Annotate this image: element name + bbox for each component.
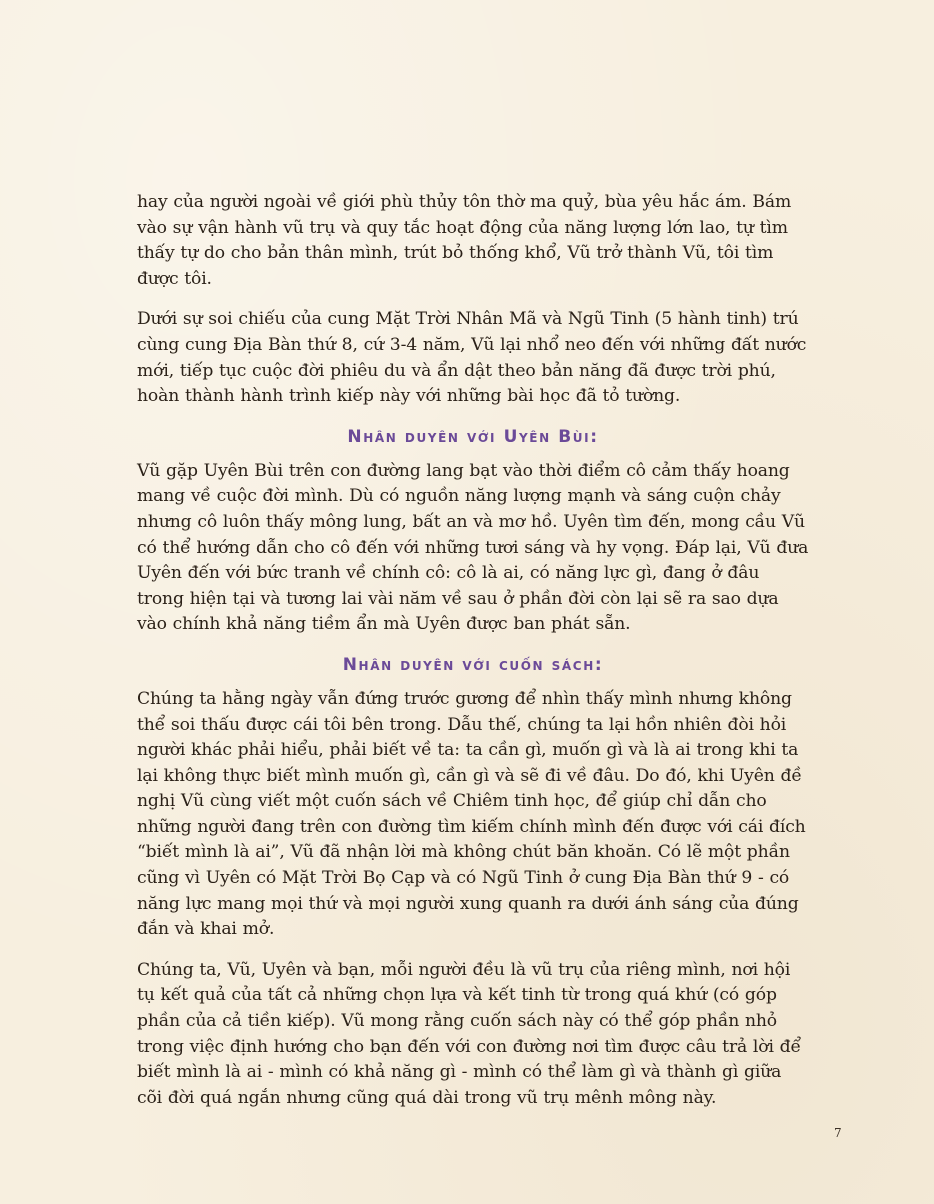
- section-heading-book: Nhân duyên với cuốn sách:: [342, 654, 604, 675]
- intro-paragraph-1: hay của người ngoài về giới phù thủy tôn thờ ma quỷ, bùa yêu hắc ám. Bám vào sự vận hành vũ trụ và quy tắc hoạt động của năng lượng lớn lao, tự tìm thấy tự do cho bản thân mình, trút bỏ thống khổ, Vũ trở thành Vũ, tôi tìm được tôi.: [137, 192, 792, 289]
- section-heading-uyen-bui: Nhân duyên với Uyên Bùi:: [347, 426, 599, 447]
- page-number: 7: [834, 1126, 842, 1140]
- section2-paragraph-1: Chúng ta hằng ngày vẫn đứng trước gương để nhìn thấy mình nhưng không thể soi thấu được cái tôi bên trong. Dẫu thế, chúng ta lại hồn nhiên đòi hỏi người khác phải hiểu, phải biết về ta: ta cần gì, muốn gì và là ai trong khi ta lại không thực biết mình muốn gì, cần gì và sẽ đi về đâu. Do đó, khi Uyên đề nghị Vũ cùng viết một cuốn sách về Chiêm tinh học, để giúp chỉ dẫn cho những người đang trên con đường tìm kiếm chính mình đến được với cái đích “biết mình là ai”, Vũ đã nhận lời mà không chút băn khoăn. Có lẽ một phần cũng vì Uyên có Mặt Trời Bọ Cạp và có Ngũ Tinh ở cung Địa Bàn thứ 9 - có năng lực mang mọi thứ và mọi người xung quanh ra dưới ánh sáng của đúng đắn và khai mở.: [137, 688, 806, 940]
- intro-paragraph-2: Dưới sự soi chiếu của cung Mặt Trời Nhân Mã và Ngũ Tinh (5 hành tinh) trú cùng cung Địa Bàn thứ 8, cứ 3-4 năm, Vũ lại nhổ neo đến với những đất nước mới, tiếp tục cuộc đời phiêu du và ẩn dật theo bản năng đã được trời phú, hoàn thành hành trình kiếp này với những bài học đã tỏ tường.: [137, 309, 807, 407]
- page-content: [137, 190, 809, 1126]
- section1-paragraph-1: Vũ gặp Uyên Bùi trên con đường lang bạt vào thời điểm cô cảm thấy hoang mang về cuộc đời mình. Dù có nguồn năng lượng mạnh và sáng cuộn chảy nhưng cô luôn thấy mông lung, bất an và mơ hồ. Uyên tìm đến, mong cầu Vũ có thể hướng dẫn cho cô đến với những tươi sáng và hy vọng. Đáp lại, Vũ đưa Uyên đến với bức tranh về chính cô: cô là ai, có năng lực gì, đang ở đâu trong hiện tại và tương lai vài năm về sau ở phần đời còn lại sẽ ra sao dựa vào chính khả năng tiềm ẩn mà Uyên được ban phát sẵn.: [137, 460, 809, 635]
- section2-paragraph-2: Chúng ta, Vũ, Uyên và bạn, mỗi người đều là vũ trụ của riêng mình, nơi hội tụ kết quả của tất cả những chọn lựa và kết tinh từ trong quá khứ (có góp phần của cả tiền kiếp). Vũ mong rằng cuốn sách này có thể góp phần nhỏ trong việc định hướng cho bạn đến với con đường nơi tìm được câu trả lời để biết mình là ai - mình có khả năng gì - mình có thể làm gì và thành gì giữa cõi đời quá ngắn nhưng cũng quá dài trong vũ trụ mênh mông này.: [137, 959, 801, 1108]
